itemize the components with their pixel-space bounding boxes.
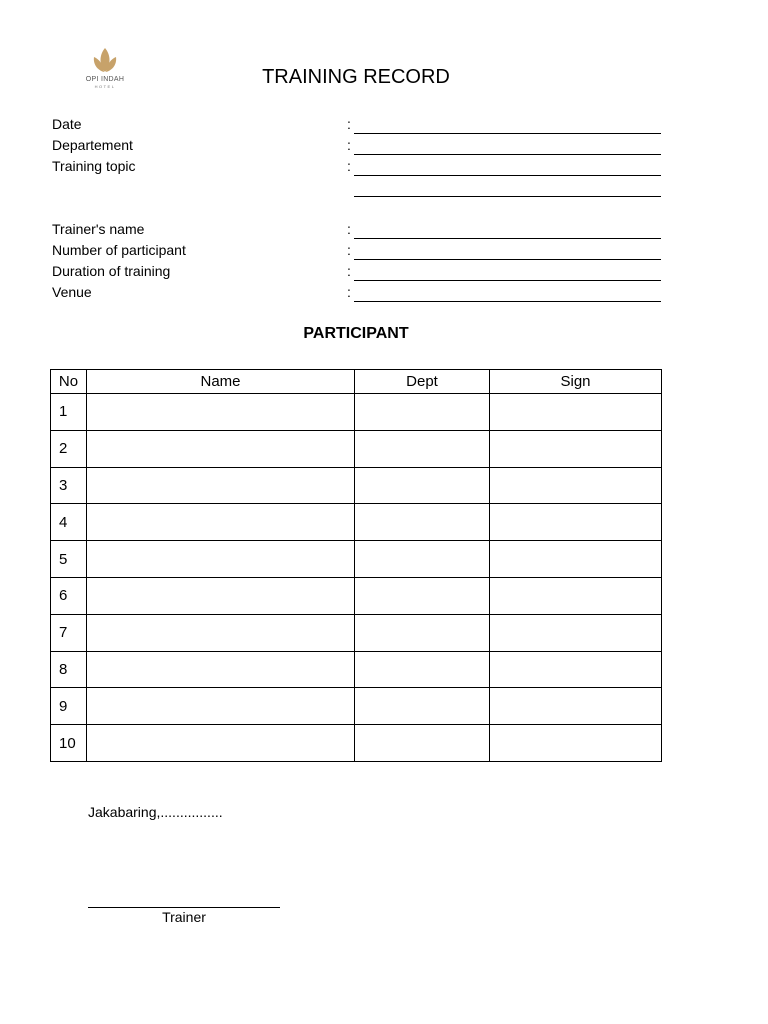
participant-table: [50, 369, 662, 762]
name-cell[interactable]: [87, 725, 355, 762]
logo-name: OPI INDAH: [85, 76, 125, 83]
header-dept: Dept: [355, 370, 490, 394]
field-colon: :: [347, 137, 351, 153]
header-name: Name: [87, 370, 355, 394]
table-row: [51, 725, 662, 762]
field-colon: :: [347, 263, 351, 279]
name-cell[interactable]: [87, 394, 355, 431]
field-colon: :: [347, 116, 351, 132]
row-number: 10: [51, 725, 87, 762]
sign-cell[interactable]: [490, 430, 662, 467]
participant-section-title: PARTICIPANT: [303, 325, 409, 342]
row-number: 8: [51, 651, 87, 688]
sign-cell[interactable]: [490, 725, 662, 762]
training-topic-fill-line-2[interactable]: [354, 196, 661, 197]
sign-cell[interactable]: [490, 541, 662, 578]
name-cell[interactable]: [87, 688, 355, 725]
trainer-name-fill-line[interactable]: [354, 238, 661, 239]
sign-cell[interactable]: [490, 614, 662, 651]
field-colon: :: [347, 242, 351, 258]
sign-cell[interactable]: [490, 504, 662, 541]
name-cell[interactable]: [87, 541, 355, 578]
field-colon: :: [347, 284, 351, 300]
participant-count-fill-line[interactable]: [354, 259, 661, 260]
name-cell[interactable]: [87, 577, 355, 614]
dept-cell[interactable]: [355, 430, 490, 467]
dept-cell[interactable]: [355, 688, 490, 725]
table-row: [51, 541, 662, 578]
sign-cell[interactable]: [490, 651, 662, 688]
place-date-line: Jakabaring,................: [88, 804, 223, 820]
table-row: [51, 688, 662, 725]
dept-cell[interactable]: [355, 725, 490, 762]
date-fill-line[interactable]: [354, 133, 661, 134]
sign-cell[interactable]: [490, 467, 662, 504]
field-colon: :: [347, 158, 351, 174]
header-sign: Sign: [490, 370, 662, 394]
dept-cell[interactable]: [355, 394, 490, 431]
field-label-duration: Duration of training: [52, 263, 171, 279]
header-no: No: [51, 370, 87, 394]
row-number: 4: [51, 504, 87, 541]
name-cell[interactable]: [87, 430, 355, 467]
name-cell[interactable]: [87, 614, 355, 651]
row-number: 1: [51, 394, 87, 431]
table-row: [51, 614, 662, 651]
table-row: [51, 504, 662, 541]
venue-fill-line[interactable]: [354, 301, 661, 302]
table-row: [51, 394, 662, 431]
table-row: [51, 651, 662, 688]
dept-cell[interactable]: [355, 504, 490, 541]
department-fill-line[interactable]: [354, 154, 661, 155]
row-number: 2: [51, 430, 87, 467]
field-label-number-of-participant: Number of participant: [52, 242, 186, 258]
field-label-venue: Venue: [52, 284, 92, 300]
training-topic-fill-line[interactable]: [354, 175, 661, 176]
logo-subtitle: HOTEL: [94, 84, 116, 89]
sign-cell[interactable]: [490, 577, 662, 614]
row-number: 5: [51, 541, 87, 578]
sign-cell[interactable]: [490, 394, 662, 431]
table-row: [51, 467, 662, 504]
name-cell[interactable]: [87, 467, 355, 504]
duration-fill-line[interactable]: [354, 280, 661, 281]
field-colon: :: [347, 221, 351, 237]
field-label-trainer-name: Trainer's name: [52, 221, 145, 237]
document-title: TRAINING RECORD: [262, 66, 450, 88]
dept-cell[interactable]: [355, 541, 490, 578]
trainer-signature-line[interactable]: [88, 907, 280, 908]
row-number: 7: [51, 614, 87, 651]
dept-cell[interactable]: [355, 614, 490, 651]
table-header-row: [51, 370, 662, 394]
sign-cell[interactable]: [490, 688, 662, 725]
dept-cell[interactable]: [355, 467, 490, 504]
table-row: [51, 577, 662, 614]
row-number: 6: [51, 577, 87, 614]
table-row: [51, 430, 662, 467]
row-number: 9: [51, 688, 87, 725]
field-label-department: Departement: [52, 137, 133, 153]
row-number: 3: [51, 467, 87, 504]
name-cell[interactable]: [87, 651, 355, 688]
dept-cell[interactable]: [355, 577, 490, 614]
name-cell[interactable]: [87, 504, 355, 541]
dept-cell[interactable]: [355, 651, 490, 688]
field-label-date: Date: [52, 116, 82, 132]
field-label-training-topic: Training topic: [52, 158, 136, 174]
trainer-label: Trainer: [162, 909, 206, 925]
